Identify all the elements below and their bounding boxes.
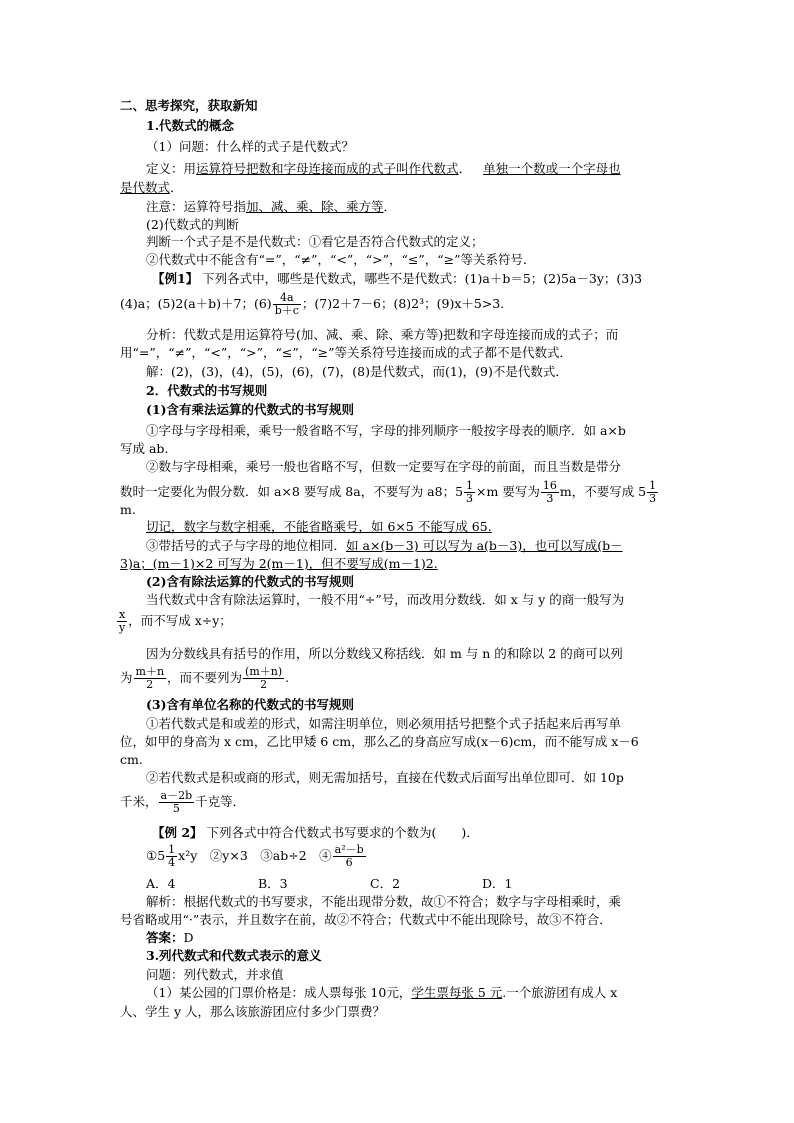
text-run: 下列各式中，哪些是代数式，哪些不是代数式：(1)a＋b＝5；(2)5a－3y；(3)3 [198, 271, 643, 286]
answer-option-c: C．2 [370, 876, 401, 891]
underlined-text: 如 a×(b－3) 可以写为 a(b－3)，也可以写成(b－ [346, 538, 623, 553]
text-run: ；(7)2＋7－6；(8)2³；(9)x＋5>3. [301, 296, 505, 311]
analysis-line: 用“=”，“≠”，“<”，“>”，“≤”，“≥”等关系符号连接而成的式子都不是代数式． [120, 345, 573, 360]
text-run: 注意：运算符号指 [146, 199, 247, 214]
text-run: ． [458, 161, 472, 176]
text-run: 下列各式中符合代数式书写要求的个数为( )． [202, 825, 479, 840]
example-1-line-2 [120, 286, 504, 322]
answer-label: 答案： [146, 930, 184, 945]
underlined-text: 代数式 [421, 161, 459, 176]
analysis-line: 解析：根据代数式的书写要求，不能出现带分数，故①不符合；数字与字母相乘时，乘 [146, 894, 622, 909]
underlined-text: 是代数式 [120, 180, 171, 195]
subheading: (2)代数式的判断 [146, 217, 239, 232]
text-run: .一个旅游团有成人 x [502, 985, 618, 1000]
paragraph-line: 当代数式中含有除法运算时，一般不用“÷”号，而改用分数线．如 x 与 y 的商一般写为 [146, 592, 625, 607]
answer-line [146, 930, 194, 946]
subheading: (1)含有乘法运算的代数式的书写规则 [146, 402, 355, 417]
paragraph-line: 切记，数字与数字相乘，不能省略乘号，如 6×5 不能写成 65. [146, 519, 492, 534]
subheading: (3)含有单位名称的代数式的书写规则 [146, 697, 355, 712]
paragraph-line-fraction [120, 784, 245, 820]
example-label: 【例 2】 [152, 825, 203, 840]
text-run: ，而不要列为 [167, 670, 243, 685]
paragraph-line [146, 538, 623, 554]
underlined-text: 加、减、乘、除、乘方等 [246, 199, 384, 214]
text-run: 数时一定要化为假分数．如 a×8 要写成 8a，不要写为 a8；5 [120, 484, 464, 499]
text-run: ×m 要写为 [476, 484, 540, 499]
paragraph-line: m. [120, 502, 136, 517]
paragraph-line: 因为分数线具有括号的作用，所以分数线又称括线．如 m 与 n 的和除以 2 的商可以列 [146, 646, 623, 661]
paragraph-line [146, 985, 617, 1001]
paragraph-line: 位，如甲的身高为 x cm，乙比甲矮 6 cm，那么乙的身高应写成(x－6)cm，而不能写成 x－6 [120, 734, 639, 749]
text-run: 千米， [120, 794, 158, 809]
paragraph-line-fraction [120, 660, 289, 696]
paragraph-line: ②数与字母相乘，乘号一般也省略不写，但数一定要写在字母的前面，而且当数是带分 [146, 459, 622, 474]
question-text: （1）问题：什么样的式子是代数式？ [146, 139, 354, 154]
subsection-title: 2．代数式的书写规则 [146, 383, 268, 398]
paragraph-line-fraction [116, 606, 232, 636]
text-run: ． [170, 180, 183, 195]
underlined-text: 把数和字母连接而成的式子叫作 [246, 161, 422, 176]
paragraph-line: ②代数式中不能含有“=”，“≠”，“<”，“>”，“≤”，“≥”等关系符号． [146, 252, 536, 267]
answer-option-d: D．1 [482, 876, 513, 891]
fraction: $\frac{\text{a²－b}}{6}$ [334, 843, 364, 869]
text-run: ③带括号的式子与字母的地位相同． [146, 538, 347, 553]
text-run: 定义：用 [146, 161, 197, 176]
paragraph-line: cm. [120, 752, 143, 767]
text-run: ． [383, 199, 397, 214]
subheading: (2)含有除法运算的代数式的书写规则 [146, 574, 355, 589]
underlined-text: 运算符号 [196, 161, 247, 176]
text-run: ①5 [146, 848, 166, 863]
example-label: 【例1】 [152, 271, 199, 286]
paragraph-line: ②若代数式是积或商的形式，则无需加括号，直接在代数式后面写出单位即可．如 10p [146, 770, 624, 785]
text-run: . [285, 670, 290, 685]
fraction: $\frac{(m+n)}{2}$ [245, 665, 283, 691]
answer-value: D [183, 930, 194, 945]
fraction: $\frac{x}{y}$ [119, 608, 126, 634]
example-1-line [152, 271, 792, 287]
underlined-text: 学生票每张 5 元 [411, 985, 503, 1000]
text-run: (4)a；(5)2(a＋b)＋7；(6) [120, 296, 272, 311]
fraction: $\frac{1}{3}$ [466, 479, 474, 505]
text-run: 千克等． [195, 794, 246, 809]
fraction: $\frac{4a}{b+c}$ [274, 291, 299, 317]
solution-line: 解：(2)，(3)，(4)，(5)，(6)，(7)，(8)是代数式，而(1)，(9)不是代数式． [146, 364, 568, 379]
fraction: $\frac{1}{4}$ [168, 843, 176, 869]
fraction: $\frac{16}{3}$ [542, 479, 557, 505]
definition-line [146, 161, 621, 177]
definition-line-2 [120, 180, 183, 196]
note-line [146, 199, 396, 215]
text-run: 为 [120, 670, 133, 685]
paragraph-line: 写成 ab. [120, 441, 169, 456]
text-run: x²y ②y×3 ③ab÷2 ④ [178, 848, 332, 863]
paragraph-line: 人、学生 y 人，那么该旅游团应付多少门票费？ [120, 1004, 386, 1019]
example-2-options-line [146, 838, 367, 874]
paragraph-line: 判断一个式子是不是代数式：①看它是否符合代数式的定义； [146, 234, 484, 249]
text-run: m，不要写成 5 [559, 484, 647, 499]
paragraph-line-fractions [120, 474, 659, 510]
analysis-line: 号省略或用“·”表示，并且数字在前，故②不符合；代数式中不能出现除号，故③不符合． [120, 912, 612, 927]
text-run: ，而不写成 x÷y； [128, 613, 232, 628]
underlined-text: 单独一个数或一个字母也 [483, 161, 621, 176]
text-run: （1）某公园的门票价格是：成人票每张 10元， [146, 985, 412, 1000]
subsection-title: 3.列代数式和代数式表示的意义 [146, 948, 322, 963]
paragraph-line: 3)a；(m－1)×2 可写为 2(m－1)，但不要写成(m－1)2. [120, 556, 438, 571]
paragraph-line: ①字母与字母相乘，乘号一般省略不写，字母的排列顺序一般按字母表的顺序．如 a×b [146, 423, 626, 438]
paragraph-line: ①若代数式是和或差的形式，如需注明单位，则必须用括号把整个式子括起来后再写单 [146, 716, 622, 731]
analysis-line: 分析：代数式是用运算符号(加、减、乘、除、乘方等)把数和字母连接而成的式子；而 [146, 327, 619, 342]
section-title: 二、思考探究，获取新知 [120, 98, 258, 113]
fraction: $\frac{m+n}{2}$ [135, 665, 165, 691]
answer-option-a: A．4 [146, 876, 176, 891]
answer-option-b: B．3 [258, 876, 288, 891]
paragraph-line: 问题：列代数式，并求值 [146, 967, 284, 982]
fraction: $\frac{a-2b}{5}$ [160, 789, 193, 815]
subsection-title: 1.代数式的概念 [146, 118, 235, 133]
fraction: $\frac{1}{3}$ [649, 479, 657, 505]
